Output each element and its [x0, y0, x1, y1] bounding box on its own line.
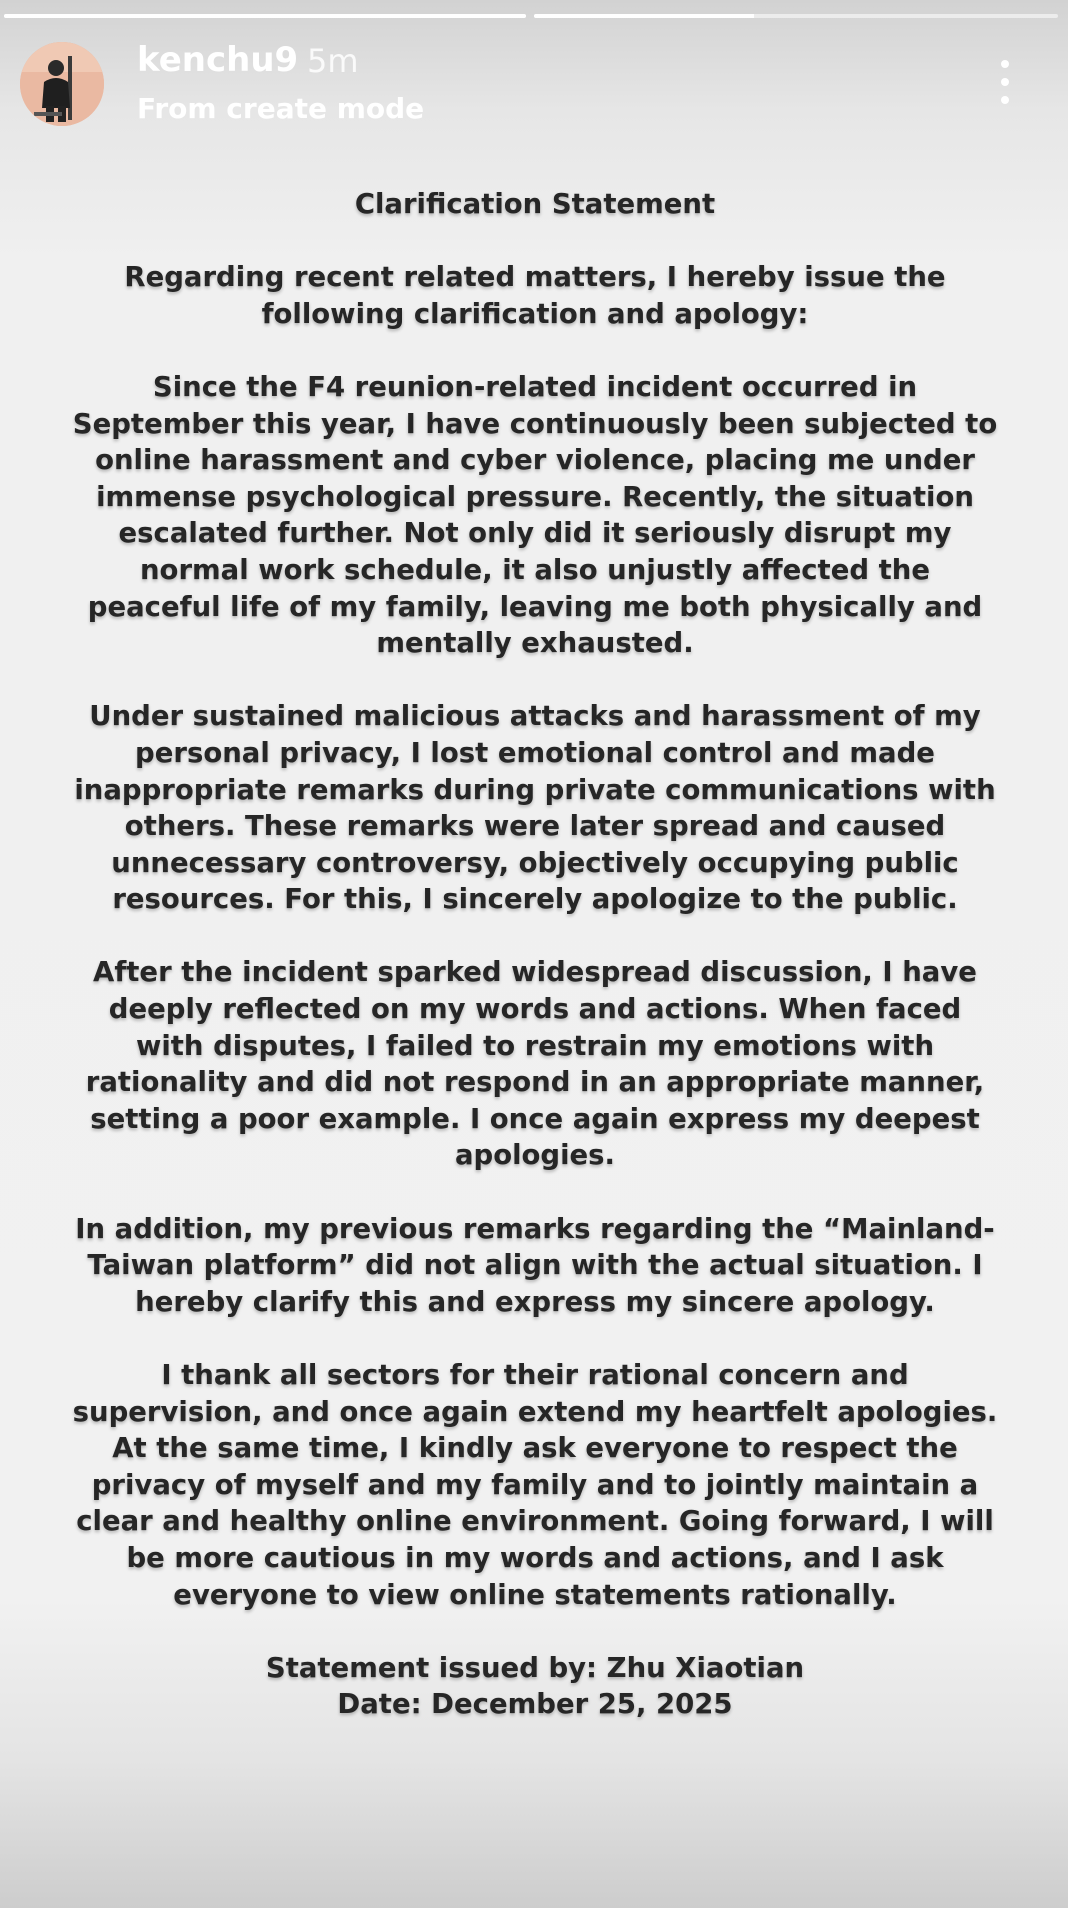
dot: [1001, 78, 1009, 86]
statement-paragraph-4: After the incident sparked widespread discussion, I have deeply reflected on my words and actions. When faced with disputes, I failed to restrain my emotions with rationality and did not respond in an appropriate manner, setting a poor example. I once again express my deepest apologies.: [85, 956, 985, 1172]
dot: [1001, 60, 1009, 68]
progress-segment-2: [534, 14, 1058, 18]
statement-paragraph-1: Regarding recent related matters, I hereby issue the following clarification and apology:: [124, 261, 946, 330]
username[interactable]: kenchu9: [137, 40, 299, 80]
dot: [1001, 96, 1009, 104]
avatar-image: [20, 42, 104, 126]
statement-paragraph-6: I thank all sectors for their rational concern and supervision, and once again extend my heartfelt apologies. At the same time, I kindly ask everyone to respect the privacy of myself and my family and to jointly maintain a clear and healthy online environment. Going forward, I will be more cautious in my words and actions, and I ask everyone to view online statements rationally.: [72, 1359, 998, 1611]
story-subtitle: From create mode: [137, 92, 425, 125]
statement-paragraph-3: Under sustained malicious attacks and harassment of my personal privacy, I lost emotional control and made inappropriate remarks during private communications with others. These remarks were later spread and caused unnecessary controversy, objectively occupying public resources. For this, I sincerely apologize to the public.: [74, 700, 996, 916]
more-options-icon[interactable]: [990, 60, 1020, 104]
statement-title: Clarification Statement: [354, 188, 716, 220]
post-time: 5m: [307, 42, 359, 80]
statement-text: [60, 186, 1010, 1723]
progress-fill-1: [4, 14, 526, 18]
progress-fill-2: [534, 14, 754, 18]
statement-issued-by: Statement issued by: Zhu Xiaotian: [265, 1651, 805, 1684]
story-progress-bar: [4, 14, 1054, 18]
avatar[interactable]: [20, 42, 104, 126]
statement-date: Date: December 25, 2025: [337, 1688, 733, 1721]
statement-paragraph-5: In addition, my previous remarks regarding the “Mainland- Taiwan platform” did not align with the actual situation. I hereby clarify this and express my sincere apology.: [75, 1212, 995, 1318]
statement-paragraph-2: Since the F4 reunion-related incident occurred in September this year, I have continuously been subjected to online harassment and cyber violence, placing me under immense psychological pressure. Recently, the situation escalated further. Not only did it seriously disrupt my normal work schedule, it also unjustly affected the peaceful life of my family, leaving me both physically and mentally exhausted.: [72, 370, 998, 660]
progress-segment-1: [4, 14, 526, 18]
